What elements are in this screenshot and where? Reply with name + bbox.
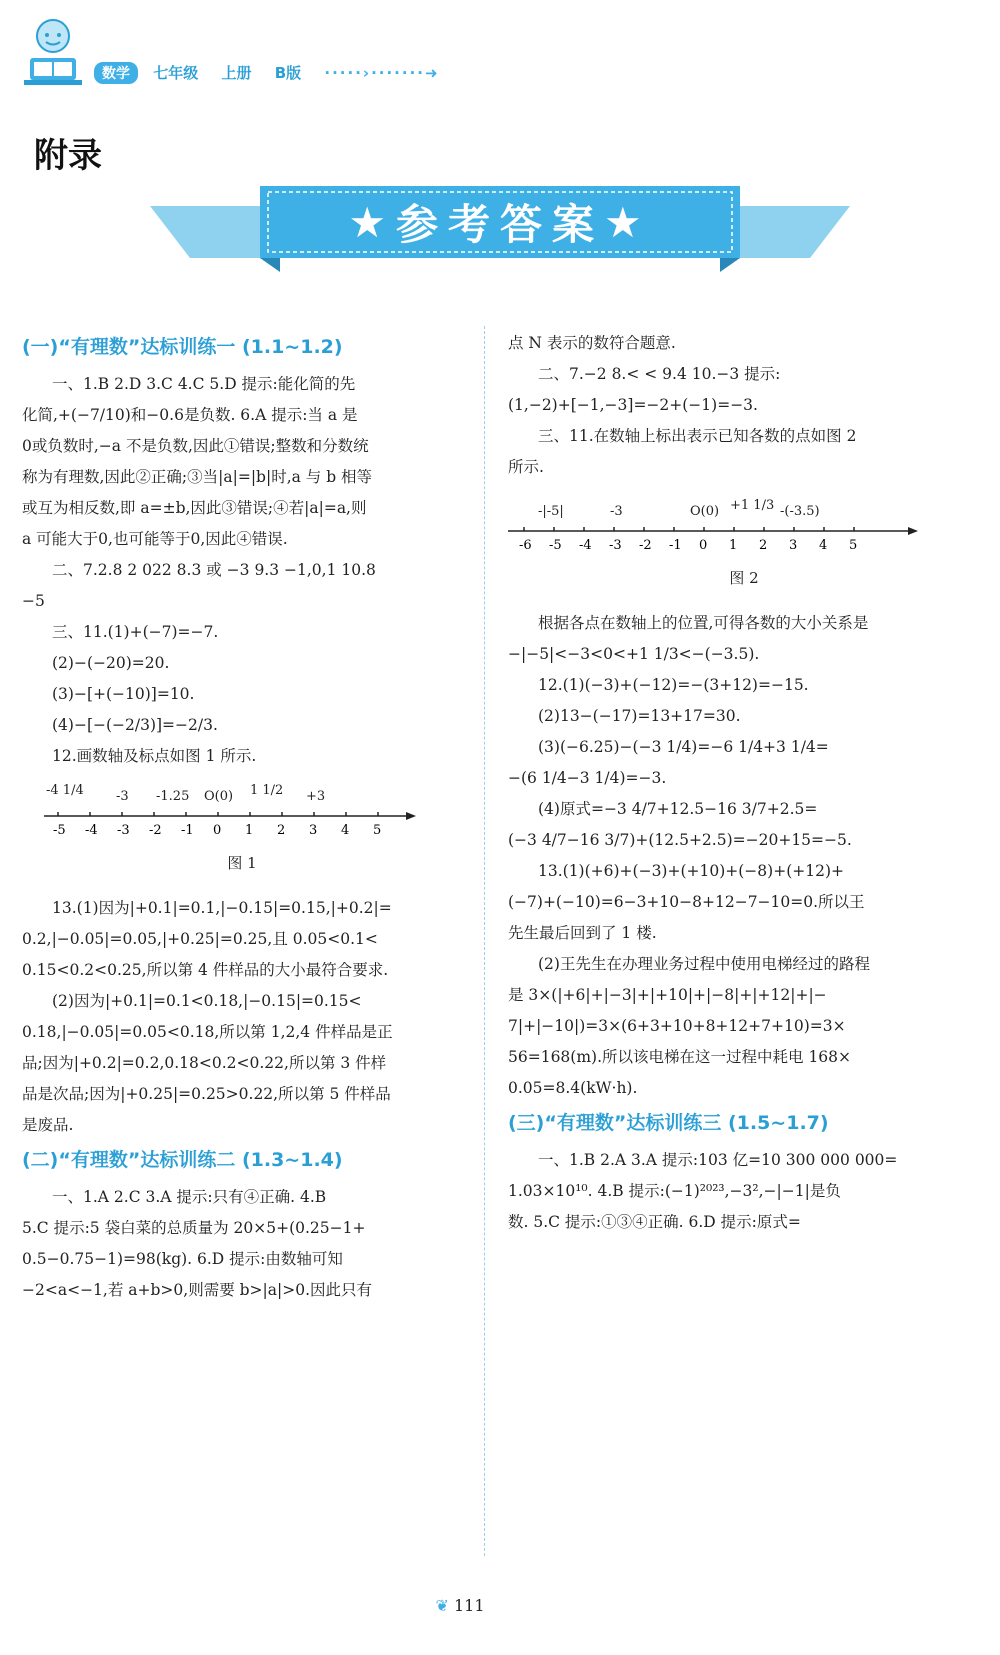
page-header (20, 14, 460, 94)
text-line: 是废品. (22, 1116, 74, 1134)
tick-label: 5 (849, 538, 858, 553)
tick-label: -6 (519, 538, 532, 553)
text-line: (4)原式=−3 4/7+12.5−16 3/7+2.5= (538, 800, 818, 818)
column-divider (484, 326, 485, 1556)
text-line: 根据各点在数轴上的位置,可得各数的大小关系是 (538, 614, 869, 632)
text-line: 一、1.B 2.D 3.C 4.C 5.D 提示:能化简的先 (52, 375, 356, 393)
header-info (94, 62, 440, 84)
text-line: 12.(1)(−3)+(−12)=−(3+12)=−15. (538, 676, 809, 694)
text-line: (2)13−(−17)=13+17=30. (538, 707, 741, 725)
text-line: 三、11.在数轴上标出表示已知各数的点如图 2 (538, 427, 857, 445)
text-line: 0.15<0.2<0.25,所以第 4 件样品的大小最符合要求. (22, 961, 389, 979)
tick-label: 3 (789, 538, 798, 553)
tick-label: -4 (579, 538, 592, 553)
text-line: 品是次品;因为|+0.25|=0.25>0.22,所以第 5 件样品 (22, 1085, 391, 1103)
text-line: (3)−[+(−10)]=10. (52, 685, 195, 703)
figure-2-caption: 图 2 (729, 569, 759, 587)
text-line: 0.2,|−0.05|=0.05,|+0.25|=0.25,且 0.05<0.1< (22, 930, 378, 948)
text-line: −|−5|<−3<0<+1 1/3<−(−3.5). (508, 645, 760, 663)
text-line: (2)王先生在办理业务过程中使用电梯经过的路程 (538, 955, 870, 973)
left-column (22, 328, 462, 1306)
text-line: −(6 1/4−3 1/4)=−3. (508, 769, 667, 787)
axis-arrow-icon (908, 527, 918, 535)
right-column (508, 328, 980, 1238)
tick-label: -5 (549, 538, 562, 553)
subject-badge: 数学 (94, 62, 138, 84)
section-title-1: (一)“有理数”达标训练一 (1.1~1.2) (22, 336, 343, 358)
text-line: 是 3×(|+6|+|−3|+|+10|+|−8|+|+12|+|− (508, 986, 827, 1004)
text-line: 5.C 提示:5 袋白菜的总质量为 20×5+(0.25−1+ (22, 1219, 366, 1237)
tick-label: -4 (85, 823, 98, 838)
text-line: −5 (22, 592, 45, 610)
point-label: -4 1/4 (46, 783, 84, 798)
edition-label: B版 (274, 64, 302, 82)
answers-banner (150, 186, 850, 276)
banner-title-text: 参考答案 (395, 200, 604, 249)
point-label: -(-3.5) (780, 504, 820, 519)
star-icon: ★ (604, 197, 652, 247)
tick-label: 2 (277, 823, 286, 838)
point-label: -|-5| (538, 504, 564, 519)
dotted-arrow-icon: ·····›·······➜ (324, 64, 440, 82)
page-number: 111 (453, 1596, 485, 1615)
tick-label: -5 (53, 823, 66, 838)
text-line: 0或负数时,−a 不是负数,因此①错误;整数和分数统 (22, 437, 369, 455)
point-label: O(0) (204, 789, 234, 804)
text-line: 点 N 表示的数符合题意. (508, 334, 676, 352)
r-q13-part1 (508, 856, 980, 949)
text-line: 先生最后回到了 1 楼. (508, 924, 657, 942)
tick-label: -2 (149, 823, 162, 838)
tick-label: 4 (341, 823, 350, 838)
text-line: 13.(1)(+6)+(−3)+(+10)+(−8)+(+12)+ (538, 862, 844, 880)
text-line: (3)(−6.25)−(−3 1/4)=−6 1/4+3 1/4= (538, 738, 829, 756)
tick-label: -2 (639, 538, 652, 553)
text-line: 0.5−0.75−1)=98(kg). 6.D 提示:由数轴可知 (22, 1250, 343, 1268)
figure-1-caption: 图 1 (227, 854, 257, 872)
tick-label: -1 (181, 823, 194, 838)
tick-label: 1 (729, 538, 738, 553)
text-line: (4)−[−(−2/3)]=−2/3. (52, 716, 218, 734)
text-line: 或互为相反数,即 a=±b,因此③错误;④若|a|=a,则 (22, 499, 367, 517)
s3-answer-lines (508, 1145, 980, 1238)
text-line: 12.画数轴及标点如图 1 所示. (52, 747, 257, 765)
s2-answer-lines (22, 1182, 462, 1306)
text-line: 1.03×10¹⁰. 4.B 提示:(−1)²⁰²³,−3²,−|−1|是负 (508, 1182, 841, 1200)
section-title-2: (二)“有理数”达标训练二 (1.3~1.4) (22, 1149, 343, 1171)
text-line: 7|+|−10|)=3×(6+3+10+8+12+7+10)=3× (508, 1017, 846, 1035)
text-line: 0.18,|−0.05|=0.05<0.18,所以第 1,2,4 件样品是正 (22, 1023, 393, 1041)
tick-label: 1 (245, 823, 254, 838)
text-line: a 可能大于0,也可能等于0,因此④错误. (22, 530, 288, 548)
number-line-figure-1 (44, 772, 424, 846)
tick-label: 3 (309, 823, 318, 838)
text-line: 品;因为|+0.2|=0.2,0.18<0.2<0.22,所以第 3 件样 (22, 1054, 387, 1072)
tick-label: -1 (669, 538, 682, 553)
s1-answer-lines (22, 369, 462, 555)
grade-label: 七年级 (153, 64, 199, 82)
page-footer (360, 1596, 560, 1615)
point-label: 1 1/2 (250, 783, 284, 798)
point-label: O(0) (690, 504, 720, 519)
tick-label: 2 (759, 538, 768, 553)
text-line: (1,−2)+[−1,−3]=−2+(−1)=−3. (508, 396, 758, 414)
text-line: 二、7.2.8 2 022 8.3 或 −3 9.3 −1,0,1 10.8 (52, 561, 376, 579)
q13-part2 (22, 986, 462, 1141)
tick-label: 0 (699, 538, 708, 553)
text-line: 13.(1)因为|+0.1|=0.1,|−0.15|=0.15,|+0.2|= (52, 899, 392, 917)
point-label: -1.25 (156, 789, 190, 804)
point-label: -3 (610, 504, 623, 519)
axis-arrow-icon (406, 812, 416, 820)
text-line: (2)−(−20)=20. (52, 654, 170, 672)
text-line: −2<a<−1,若 a+b>0,则需要 b>|a|>0.因此只有 (22, 1281, 372, 1299)
point-label: +3 (306, 789, 326, 804)
mascot-reading-icon (20, 14, 86, 88)
tick-label: -3 (609, 538, 622, 553)
text-line: 一、1.B 2.A 3.A 提示:103 亿=10 300 000 000= (538, 1151, 898, 1169)
text-line: 数. 5.C 提示:①③④正确. 6.D 提示:原式= (508, 1213, 801, 1231)
text-line: 三、11.(1)+(−7)=−7. (52, 623, 219, 641)
text-line: 二、7.−2 8.< < 9.4 10.−3 提示: (538, 365, 781, 383)
text-line: (−3 4/7−16 3/7)+(12.5+2.5)=−20+15=−5. (508, 831, 852, 849)
volume-label: 上册 (221, 64, 252, 82)
section-title-3: (三)“有理数”达标训练三 (1.5~1.7) (508, 1112, 829, 1134)
text-line: 称为有理数,因此②正确;③当|a|=|b|时,a 与 b 相等 (22, 468, 373, 486)
leaf-icon: ❦ (435, 1596, 454, 1615)
q13-part1 (22, 893, 462, 986)
text-line: 化简,+(−7/10)和−0.6是负数. 6.A 提示:当 a 是 (22, 406, 358, 424)
text-line: 所示. (508, 458, 544, 476)
point-label: -3 (116, 789, 129, 804)
tick-label: -3 (117, 823, 130, 838)
tick-label: 5 (373, 823, 382, 838)
number-line-figure-2 (508, 487, 928, 561)
appendix-heading: 附录 (34, 136, 102, 176)
star-icon: ★ (348, 197, 396, 247)
point-label: +1 1/3 (730, 498, 775, 513)
tick-label: 4 (819, 538, 828, 553)
text-line: (2)因为|+0.1|=0.1<0.18,|−0.15|=0.15< (52, 992, 362, 1010)
text-line: 一、1.A 2.C 3.A 提示:只有④正确. 4.B (52, 1188, 327, 1206)
text-line: (−7)+(−10)=6−3+10−8+12−7−10=0.所以王 (508, 893, 865, 911)
r-q13-part2 (508, 949, 980, 1104)
text-line: 56=168(m).所以该电梯在这一过程中耗电 168× (508, 1048, 852, 1066)
tick-label: 0 (213, 823, 222, 838)
text-line: 0.05=8.4(kW·h). (508, 1079, 638, 1097)
